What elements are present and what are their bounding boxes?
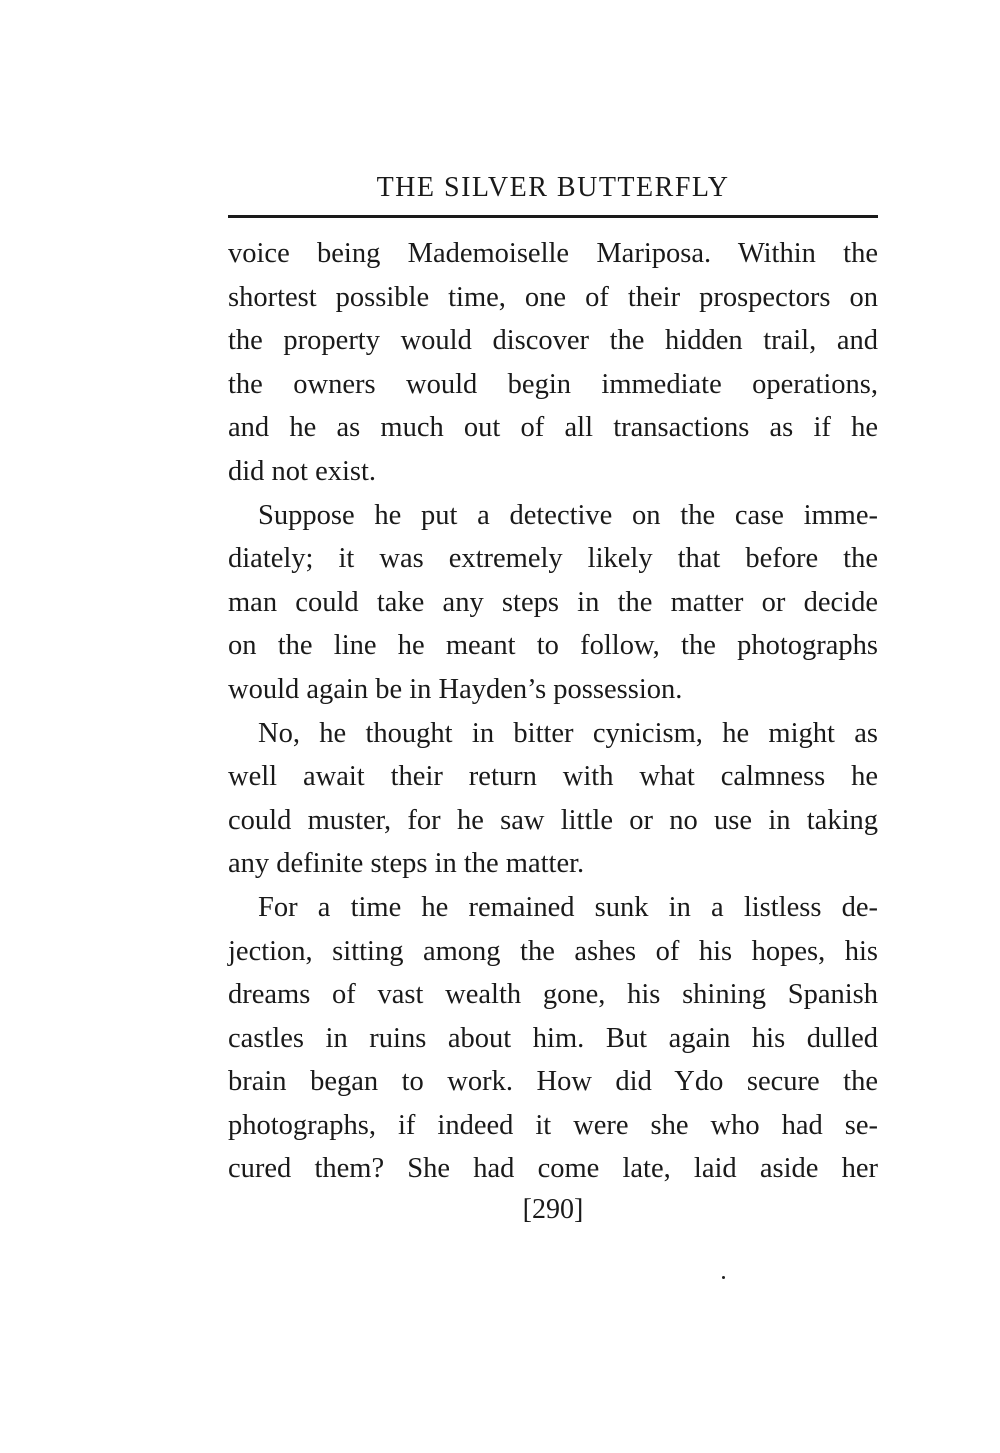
text-line: brain began to work. How did Ydo secure the xyxy=(228,1066,878,1098)
text-line: jection, sitting among the ashes of his hopes, his xyxy=(228,935,878,967)
text-line: and he as much out of all transactions as if he xyxy=(228,412,878,444)
text-line: No, he thought in bitter cynicism, he might as xyxy=(258,717,878,749)
body-text xyxy=(228,232,878,1191)
text-line: Suppose he put a detective on the case imme- xyxy=(258,499,878,531)
header-rule xyxy=(228,215,878,218)
text-line: did not exist. xyxy=(228,455,377,487)
running-title: THE SILVER BUTTERFLY xyxy=(376,172,730,203)
paragraph-2 xyxy=(228,494,878,712)
page-number: [290] xyxy=(522,1194,584,1225)
text-line: voice being Mademoiselle Mariposa. Within the xyxy=(228,238,878,269)
text-line: man could take any steps in the matter or decide xyxy=(228,586,878,618)
text-line: well await their return with what calmness he xyxy=(228,761,878,793)
text-line: photographs, if indeed it were she who had se- xyxy=(228,1109,878,1141)
text-line: For a time he remained sunk in a listless de- xyxy=(258,891,878,923)
text-line: cured them? She had come late, laid aside her xyxy=(228,1153,878,1185)
paragraph-1 xyxy=(228,232,878,494)
text-line: shortest possible time, one of their prospectors on xyxy=(228,281,878,313)
text-line: any definite steps in the matter. xyxy=(228,848,585,880)
text-line: diately; it was extremely likely that before the xyxy=(228,543,878,575)
ink-speck xyxy=(722,1276,725,1279)
text-line: on the line he meant to follow, the photographs xyxy=(228,630,878,662)
text-line: the property would discover the hidden trail, and xyxy=(228,325,878,357)
paragraph-4 xyxy=(228,886,878,1191)
text-line: would again be in Hayden’s possession. xyxy=(228,673,683,705)
paragraph-3 xyxy=(228,712,878,886)
text-line: dreams of vast wealth gone, his shining Spanish xyxy=(228,979,878,1011)
text-line: could muster, for he saw little or no use in taking xyxy=(228,804,878,836)
text-line: the owners would begin immediate operations, xyxy=(228,368,878,400)
text-line: castles in ruins about him. But again his dulled xyxy=(228,1022,878,1054)
